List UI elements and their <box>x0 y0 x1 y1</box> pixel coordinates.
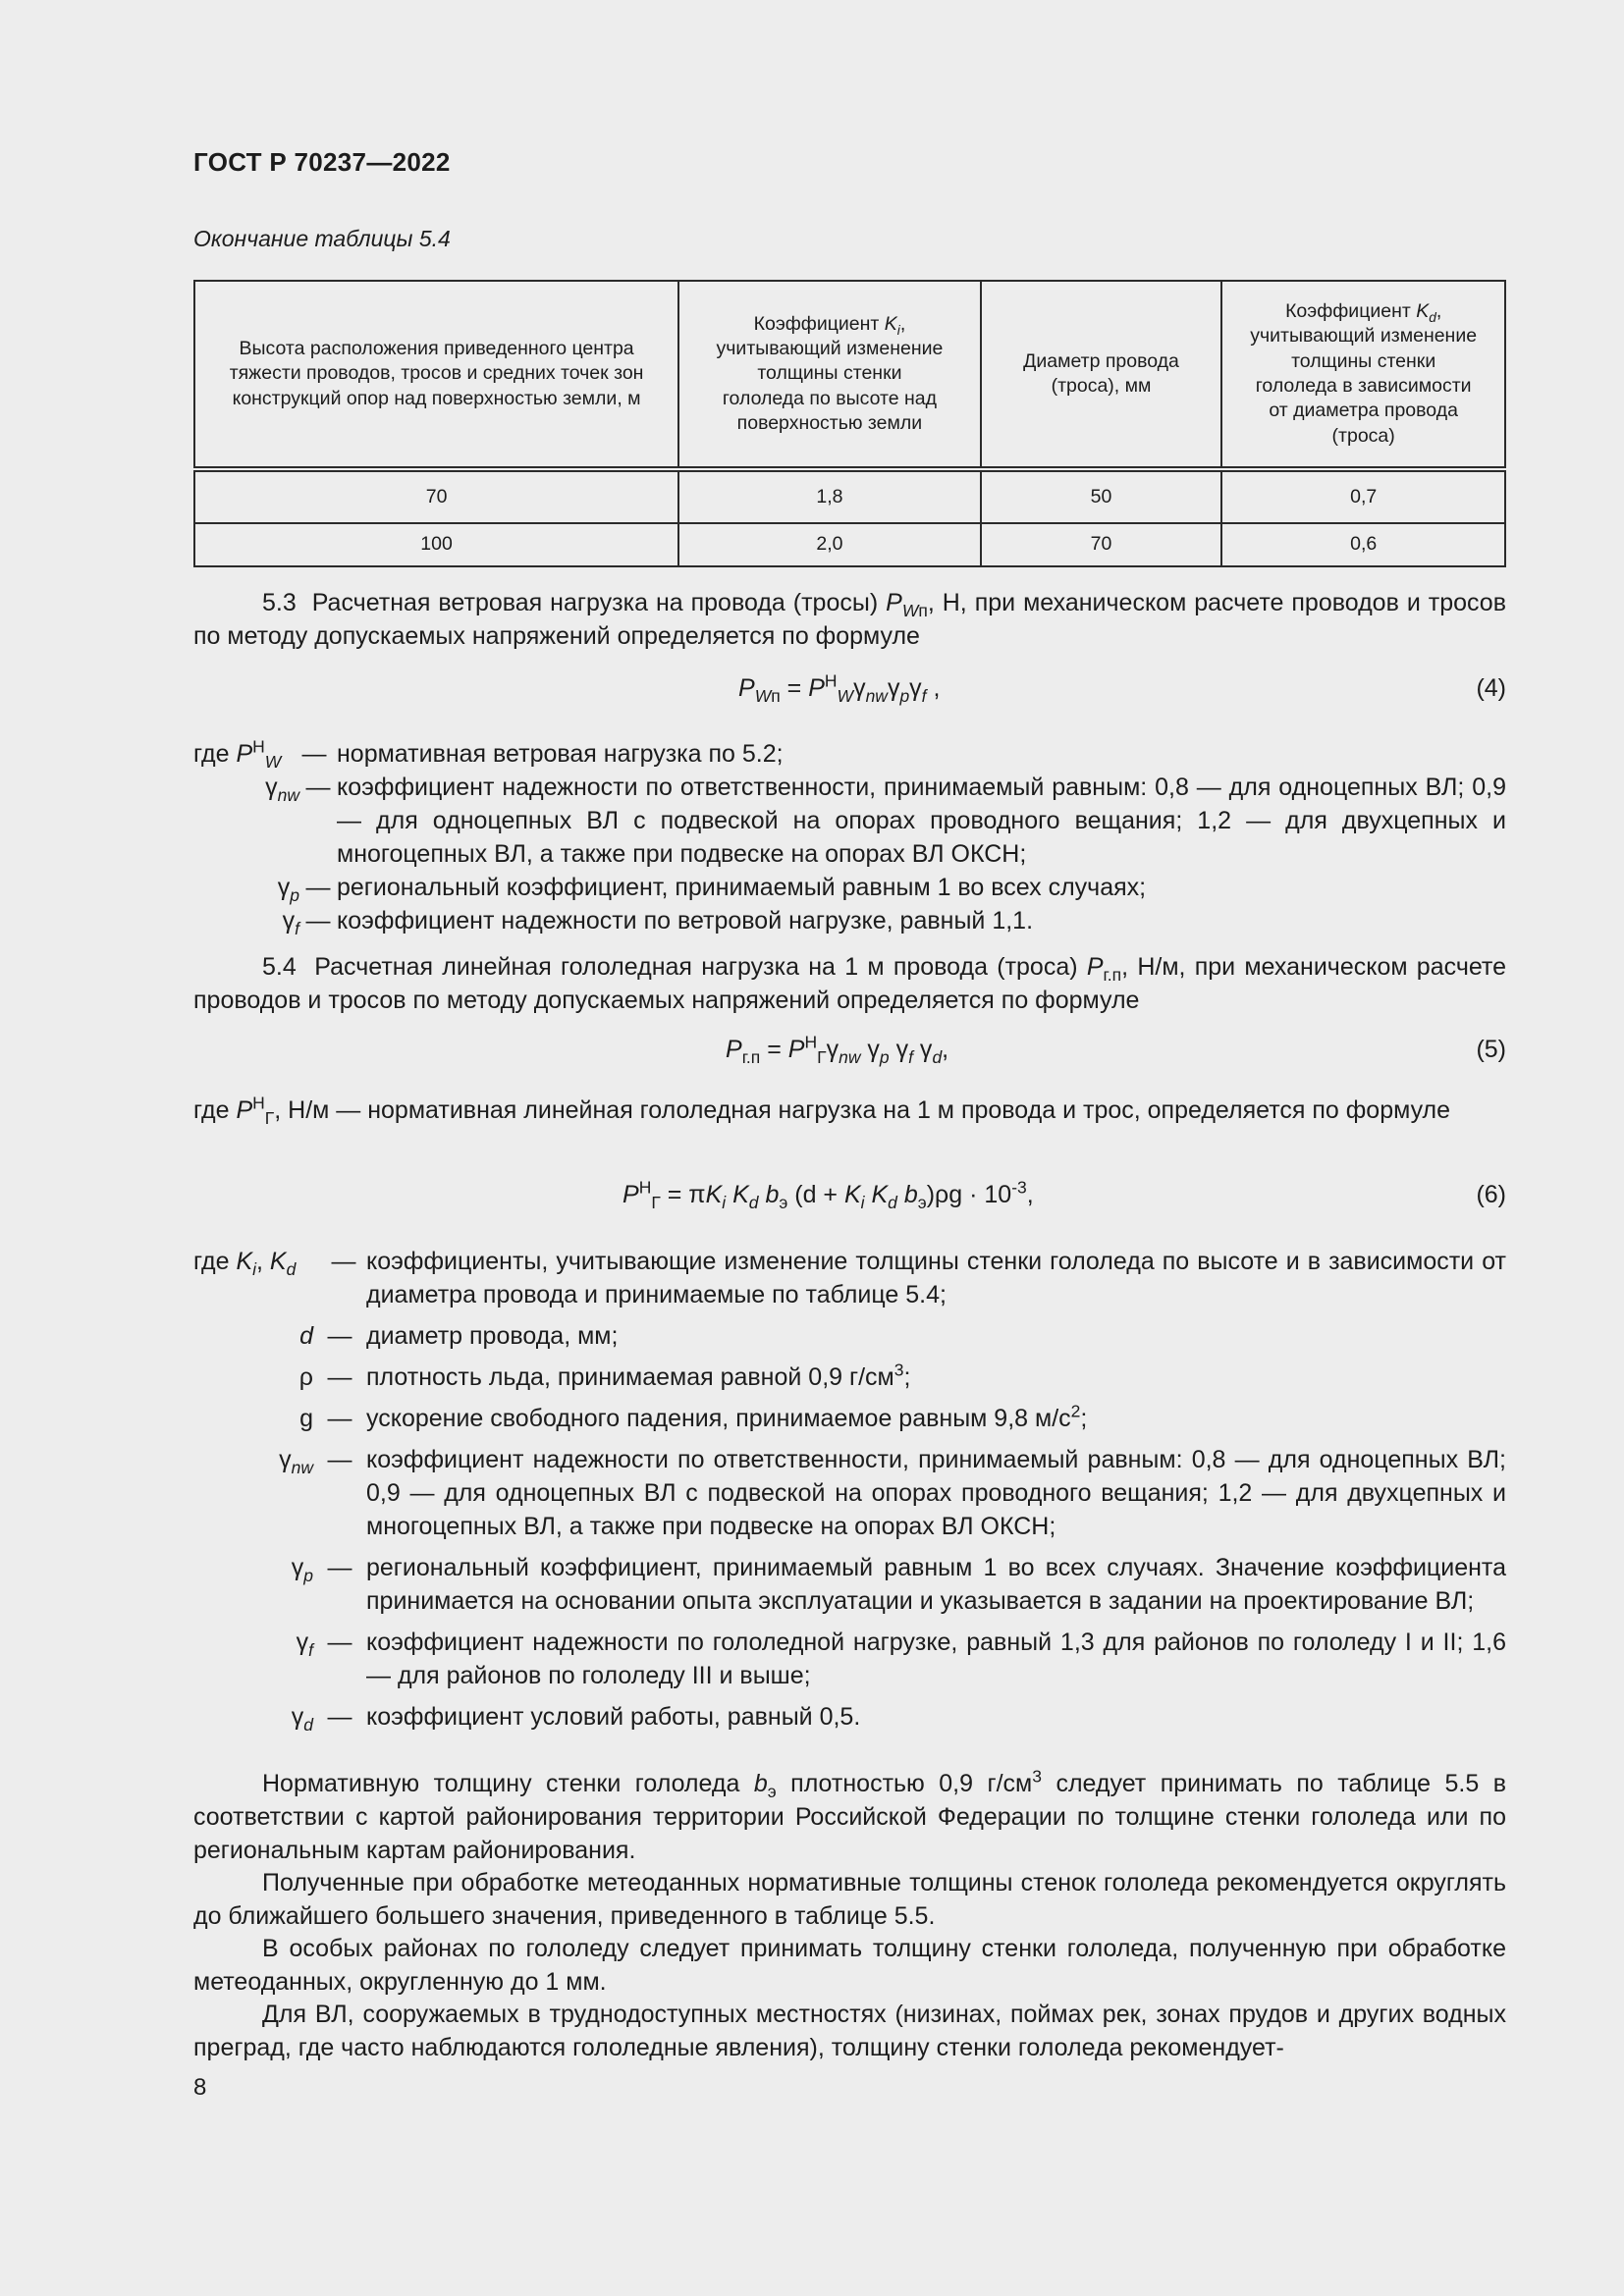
table-header-cell: Диаметр провода (троса), мм <box>981 281 1222 469</box>
table-header-cell: Коэффициент $K_i$, учитывающий изменение толщины стенки гололеда по высоте над поверхностью земли <box>678 281 981 469</box>
table-cell: 70 <box>194 469 678 523</box>
definition-item: d — диаметр провода, мм; <box>299 1322 619 1350</box>
formula-4-number: (4) <box>1476 674 1506 702</box>
table-cell: 1,8 <box>678 469 981 523</box>
table-cell: 50 <box>981 469 1222 523</box>
page-number: 8 <box>193 2074 207 2101</box>
formula-4 <box>193 670 1506 714</box>
table-header-cell: Коэффициент $K_d$, учитывающий изменение толщины стенки гололеда в зависимости от диаметра провода (троса) <box>1221 281 1505 469</box>
document-header: ГОСТ Р 70237—2022 <box>193 147 451 177</box>
definitions-formula-6 <box>193 1245 1506 1734</box>
table-header-cell: Высота расположения приведенного центра тяжести проводов, тросов и средних точек зон конструкций опор над поверхностью земли, м <box>194 281 678 469</box>
definition-item: $\gamma_p$ — региональный коэффициент, принимаемый равным 1 во всех случаях; <box>277 874 1147 905</box>
formula-6 <box>193 1177 1506 1220</box>
table-row <box>194 469 1505 523</box>
paragraph-special-areas: В особых районах по гололеду следует принимать толщину стенки гололеда, полученную при обработке метеоданных, округленную до 1 мм. <box>193 1935 1506 1996</box>
table-row <box>194 523 1505 566</box>
paragraph-remote-areas: Для ВЛ, сооружаемых в труднодоступных местностях (низинах, поймах рек, зонах прудов и других водных преград, где часто наблюдаются гололедные явления), толщину стенки гололеда рекомендует- <box>193 2001 1506 2061</box>
definition-item: где $K_i$, $K_d$ — коэффициенты, учитывающие изменение толщины стенки гололеда по высоте и в зависимости от диаметра провода и принимаемые по таблице 5.4; <box>193 1248 1506 1308</box>
definition-item: ρ — плотность льда, принимаемая равной 0,9 $г/см^3$; <box>298 1360 911 1391</box>
formula-6-number: (6) <box>1476 1181 1506 1208</box>
formula-5-expression: $P_{г.п} = P^Н_Г\gamma_{nw}$ $\gamma_p$ $\gamma_f$ $\gamma_d$, <box>726 1032 949 1067</box>
table-cell: 100 <box>194 523 678 566</box>
definition-item: $\gamma_f$ — коэффициент надежности по ветровой нагрузке, равный 1,1. <box>282 907 1034 938</box>
paragraph-5-3: 5.3 Расчетная ветровая нагрузка на провода (тросы) $P_{Wп}$, Н, при механическом расчете проводов и тросов по методу допускаемых напряжений определяется по формуле <box>193 589 1506 650</box>
definition-item: где $P^Н_W$ — нормативная ветровая нагрузка по 5.2; <box>193 736 784 772</box>
formula-5-number: (5) <box>1476 1036 1506 1063</box>
table-5-4 <box>193 280 1506 567</box>
table-cell: 70 <box>981 523 1222 566</box>
definition-item: $\gamma_{nw}$ — коэффициент надежности по ответственности, принимаемый равным: 0,8 — для одноцепных ВЛ; 0,9 — для одноцепных ВЛ с подвеской на опорах проводного вещания; 1,2 — для двухцепных и многоцепных ВЛ, а также при подвеске на опорах ВЛ ОКСН; <box>265 774 1506 868</box>
definition-item: $\gamma_d$ — коэффициент условий работы, равный 0,5. <box>291 1703 861 1735</box>
table-header-row <box>194 281 1505 469</box>
table-cell: 0,7 <box>1221 469 1505 523</box>
formula-6-expression: $P^Н_Г = \pi K_i$ $K_d$ $b_э$ ($d + K_i$ $K_d$ $b_э)\rho g \cdot 10^{-3}$, <box>623 1177 1034 1212</box>
definitions-formula-4 <box>193 737 1506 937</box>
formula-5 <box>193 1032 1506 1075</box>
paragraph-5-4: 5.4 Расчетная линейная гололедная нагрузка на 1 м провода (троса) $P_{г.п}$, Н/м, при механическом расчете проводов и тросов по методу допускаемых напряжений определяется по формуле <box>193 953 1506 1014</box>
table-caption: Окончание таблицы 5.4 <box>193 226 451 251</box>
definition-item: $\gamma_f$ — коэффициент надежности по гололедной нагрузке, равный 1,3 для районов по гололеду I и II; 1,6 — для районов по гололеду III и выше; <box>296 1629 1506 1689</box>
definition-item: $\gamma_p$ — региональный коэффициент, принимаемый равным 1 во всех случаях. Значение коэффициента принимается на основании опыта эксплуатации и указывается в задании на проектирование ВЛ; <box>291 1554 1506 1615</box>
definition-item: $\gamma_{nw}$ — коэффициент надежности по ответственности, принимаемый равным: 0,8 — для одноцепных ВЛ; 0,9 — для одноцепных ВЛ с подвеской на опорах проводного вещания; 1,2 — для двухцепных и многоцепных ВЛ, а также при подвеске на опорах ВЛ ОКСН; <box>279 1446 1506 1540</box>
formula-4-expression: $P_{Wп} = P^Н_W\gamma_{nw}\gamma_p\gamma_f$ , <box>738 670 941 706</box>
paragraph-normative-thickness: Нормативную толщину стенки гололеда $b_э$ плотностью 0,9 $г/см^3$ следует принимать по таблице 5.5 в соответствии с картой районирования территории Российской Федерации по толщине стенки гололеда или по региональным картам районирования. <box>193 1766 1506 1864</box>
paragraph-rounding: Полученные при обработке метеоданных нормативные толщины стенок гололеда рекомендуется округлять до ближайшего большего значения, приведенного в таблице 5.5. <box>193 1869 1506 1930</box>
paragraph-normative-ice-load: где $P^Н_Г$, Н/м — нормативная линейная гололедная нагрузка на 1 м провода и трос, определяется по формуле <box>193 1093 1451 1128</box>
definition-item: g — ускорение свободного падения, принимаемое равным 9,8 $м/с^2$; <box>299 1401 1088 1432</box>
table-cell: 0,6 <box>1221 523 1505 566</box>
table-cell: 2,0 <box>678 523 981 566</box>
